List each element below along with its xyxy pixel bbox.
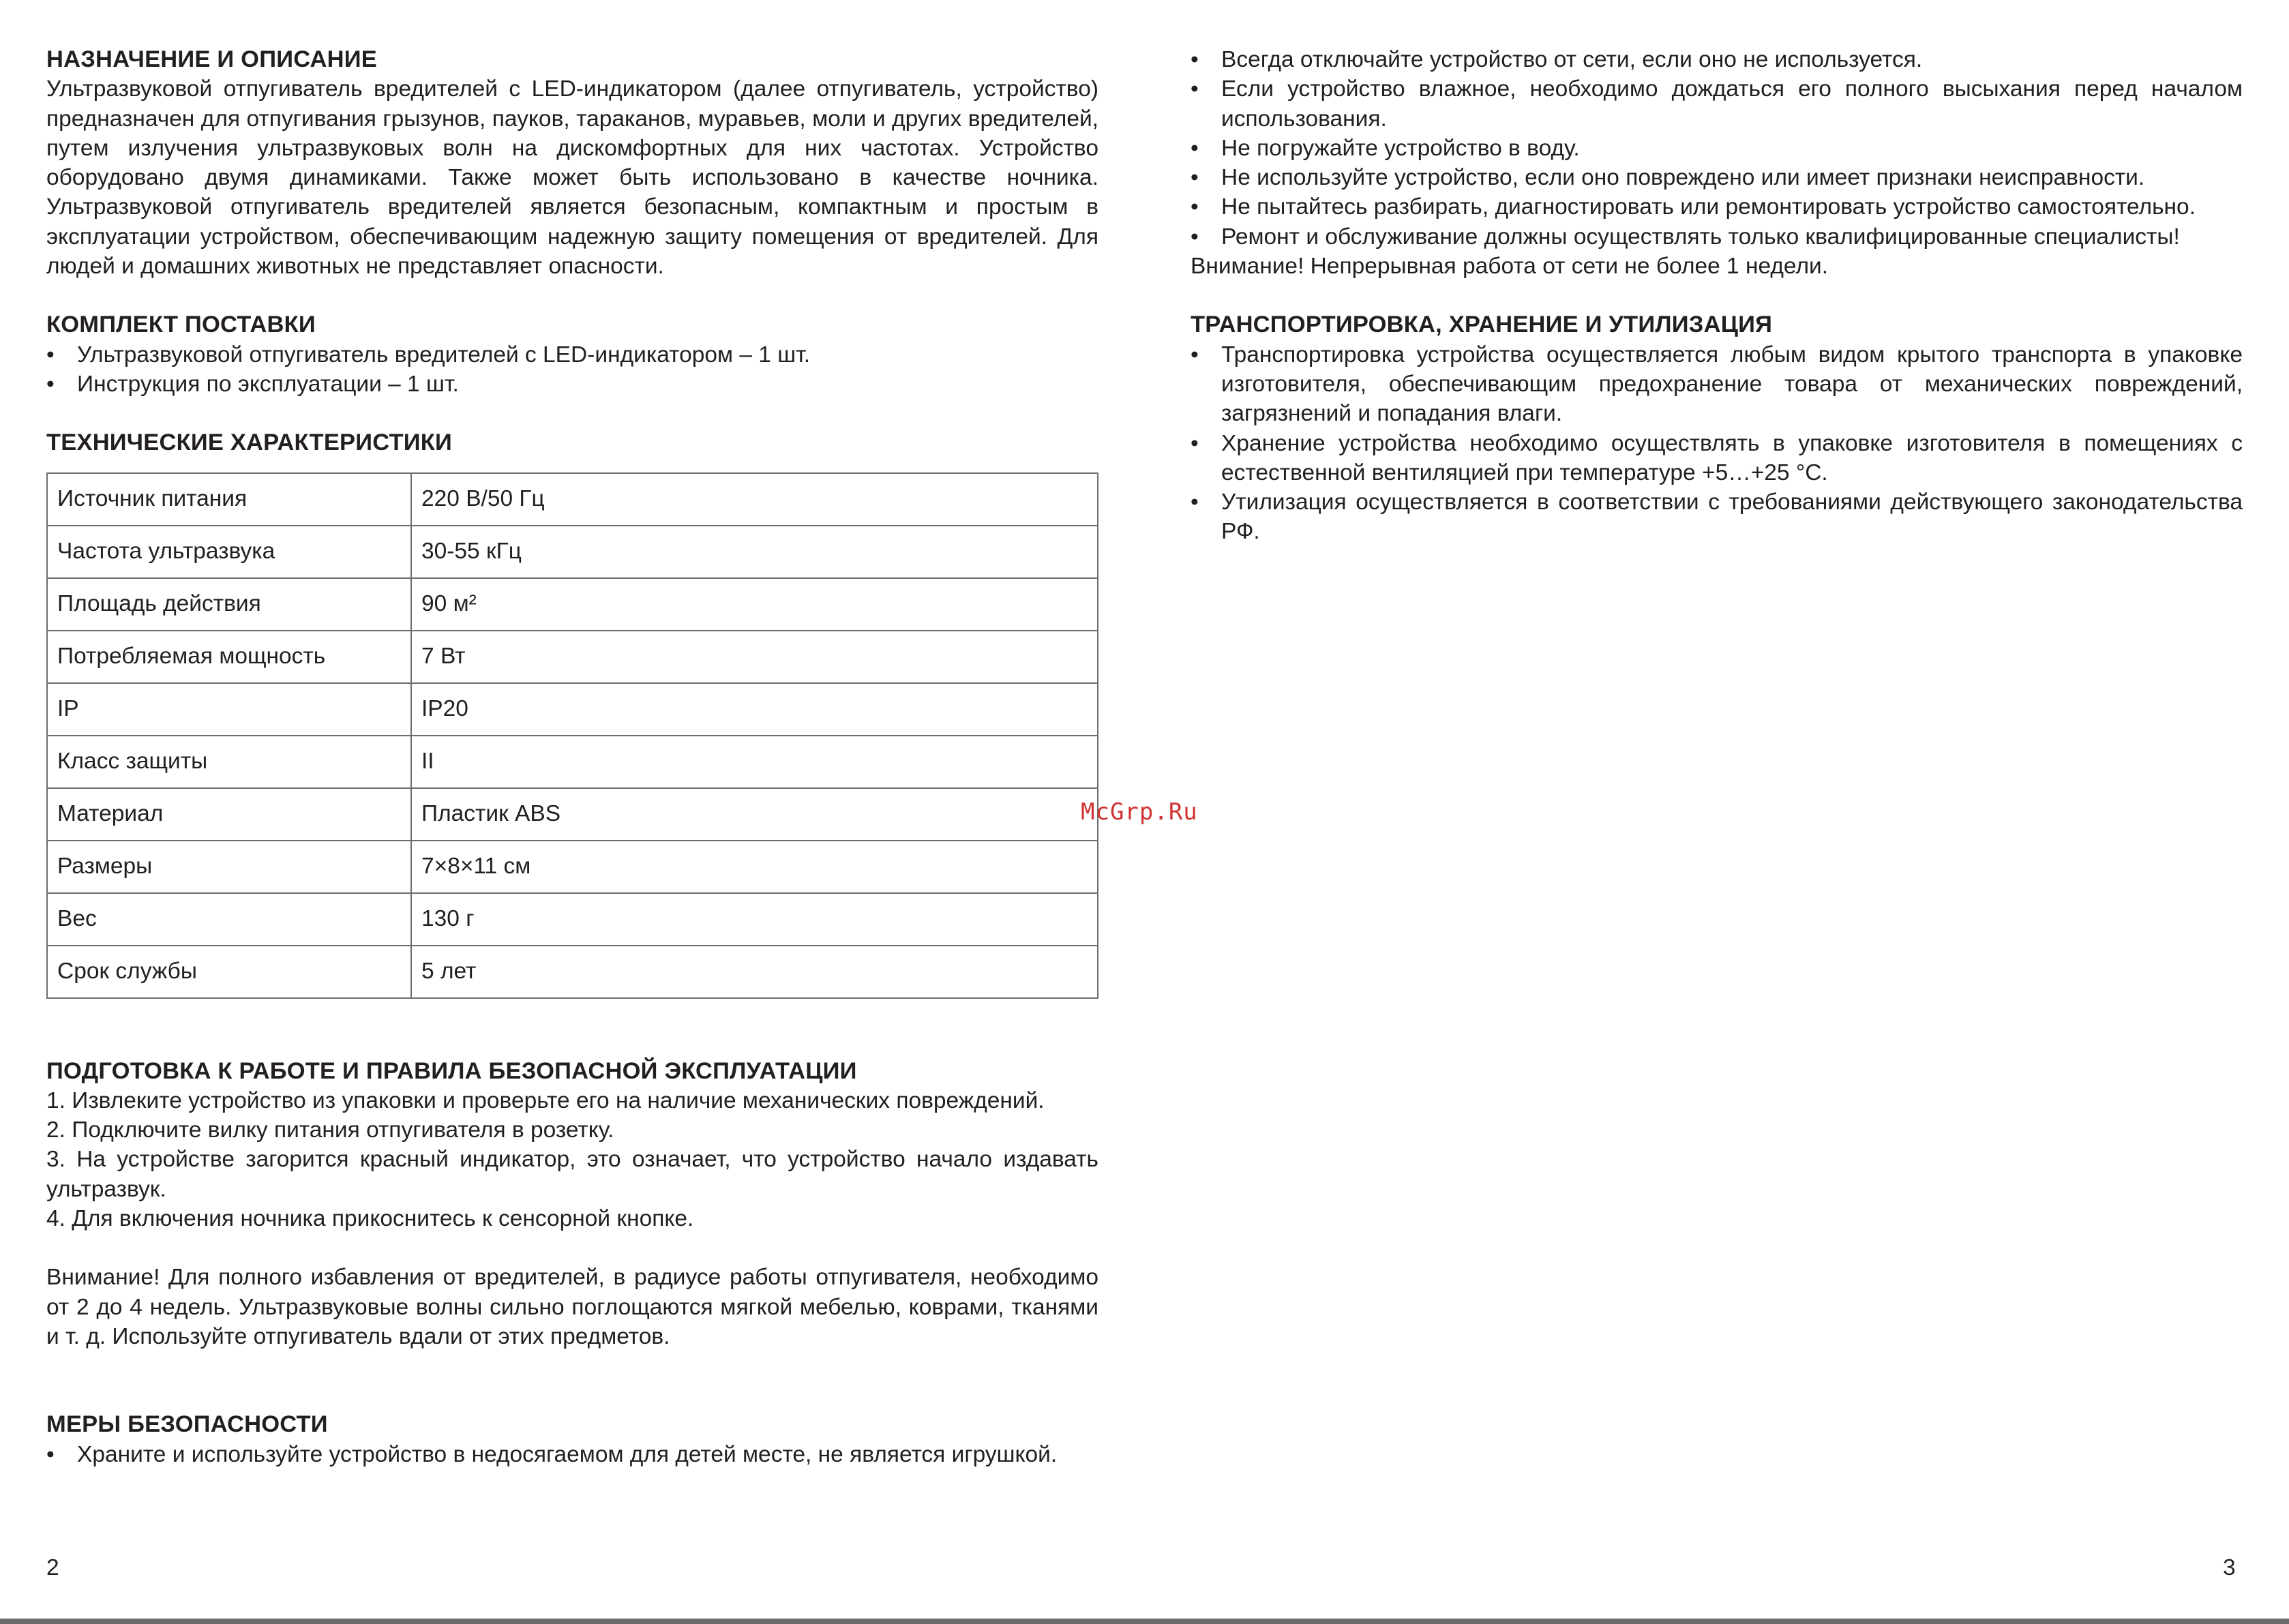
table-row [47,631,1098,683]
table-row [47,946,1098,998]
page-number-left: 2 [46,1555,59,1580]
safety-list-continued [1191,45,2243,252]
page-number-right: 3 [2223,1555,2236,1580]
spec-value: 30-55 кГц [411,526,1098,578]
spec-value: 220 В/50 Гц [411,473,1098,526]
transport-heading: ТРАНСПОРТИРОВКА, ХРАНЕНИЕ И УТИЛИЗАЦИЯ [1191,312,1773,338]
purpose-heading: НАЗНАЧЕНИЕ И ОПИСАНИЕ [46,46,377,72]
spec-value: 130 г [411,893,1098,946]
spec-key: Частота ультразвука [47,526,411,578]
list-item: • Инструкция по эксплуатации – 1 шт. [46,370,1098,399]
list-item: • Не пытайтесь разбирать, диагностировать или ремонтировать устройство самостоятельно. [1191,192,2243,222]
table-row [47,526,1098,578]
bottom-divider [0,1619,2289,1624]
kit-list [46,340,1098,400]
list-item: • Транспортировка устройства осуществляется любым видом крытого транспорта в упаковке изготовителя, обеспечивающим предохранение товара от механических повреждений, загрязнений и попадания влаги. [1191,340,2243,429]
spec-key: Материал [47,788,411,841]
preparation-steps [46,1086,1098,1233]
list-item: • Если устройство влажное, необходимо дождаться его полного высыхания перед началом использования. [1191,74,2243,134]
preparation-note: Внимание! Для полного избавления от вредителей, в радиусе работы отпугивателя, необходимо от 2 до 4 недель. Ультразвуковые волны сильно поглощаются мягкой мебелью, коврами, тканями и т. д. Используйте отпугиватель вдали от этих предметов. [46,1265,1098,1349]
table-row [47,578,1098,631]
spec-value: IP20 [411,683,1098,736]
specs-table [46,472,1098,999]
right-page [1191,45,2243,547]
spec-key: Класс защиты [47,736,411,788]
table-row [47,736,1098,788]
safety-list [46,1440,1098,1469]
list-item: • Ультразвуковой отпугиватель вредителей с LED-индикатором – 1 шт. [46,340,1098,370]
step-item: 3. На устройстве загорится красный индикатор, это означает, что устройство начало издавать ультразвук. [46,1147,1098,1202]
spec-value: II [411,736,1098,788]
transport-list [1191,340,2243,547]
table-row [47,788,1098,841]
spec-value: 7×8×11 см [411,841,1098,893]
spec-value: 5 лет [411,946,1098,998]
spec-key: Площадь действия [47,578,411,631]
list-item: • Хранение устройства необходимо осуществлять в упаковке изготовителя в помещениях с естественной вентиляцией при температуре +5…+25 °С. [1191,429,2243,488]
table-row [47,473,1098,526]
spec-value: 90 м² [411,578,1098,631]
spec-key: Источник питания [47,473,411,526]
list-item: • Всегда отключайте устройство от сети, если оно не используется. [1191,45,2243,74]
watermark: McGrp.Ru [1081,798,1198,826]
list-item: • Ремонт и обслуживание должны осуществлять только квалифицированные специалисты! [1191,222,2243,252]
preparation-heading: ПОДГОТОВКА К РАБОТЕ И ПРАВИЛА БЕЗОПАСНОЙ ЭКСПЛУАТАЦИИ [46,1057,857,1084]
spec-key: IP [47,683,411,736]
list-item: • Не погружайте устройство в воду. [1191,134,2243,163]
kit-heading: КОМПЛЕКТ ПОСТАВКИ [46,312,316,338]
spec-key: Потребляемая мощность [47,631,411,683]
spec-value: 7 Вт [411,631,1098,683]
step-item: 1. Извлеките устройство из упаковки и проверьте его на наличие механических повреждений. [46,1087,1045,1113]
spec-value: Пластик ABS [411,788,1098,841]
table-row [47,683,1098,736]
spec-key: Размеры [47,841,411,893]
safety-heading: МЕРЫ БЕЗОПАСНОСТИ [46,1411,328,1438]
purpose-text: Ультразвуковой отпугиватель вредителей с LED-индикатором (далее отпугиватель, устройство) предназначен для отпугивания грызунов, пауков, тараканов, муравьев, моли и других вредителей, путем излучения ультразвуковых волн на дискомфортных для них частотах. Устройство оборудовано двумя динамиками. Также может быть использовано в качестве ночника. Ультразвуковой отпугиватель вредителей является безопасным, компактным и простым в эксплуатации устройством, обеспечивающим надежную защиту помещения от вредителей. Для людей и домашних животных не представляет опасности. [46,76,1098,280]
table-row [47,893,1098,946]
specs-heading: ТЕХНИЧЕСКИЕ ХАРАКТЕРИСТИКИ [46,430,453,456]
spec-key: Срок службы [47,946,411,998]
safety-note: Внимание! Непрерывная работа от сети не более 1 недели. [1191,254,1829,280]
list-item: • Утилизация осуществляется в соответствии с требованиями действующего законодательства РФ. [1191,487,2243,547]
step-item: 4. Для включения ночника прикоснитесь к сенсорной кнопке. [46,1206,694,1232]
step-item: 2. Подключите вилку питания отпугивателя в розетку. [46,1117,614,1143]
spec-key: Вес [47,893,411,946]
left-page [46,45,1098,1469]
table-row [47,841,1098,893]
list-item: • Не используйте устройство, если оно повреждено или имеет признаки неисправности. [1191,163,2243,192]
list-item: • Храните и используйте устройство в недосягаемом для детей месте, не является игрушкой. [46,1440,1098,1469]
